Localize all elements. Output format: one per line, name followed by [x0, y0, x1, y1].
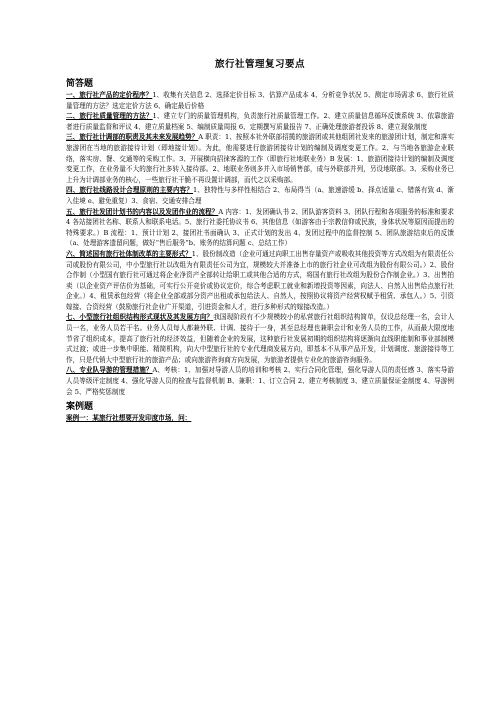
section-heading: 案例题 [66, 402, 94, 413]
document-title: 旅行社管理复习要点 [214, 59, 305, 70]
answer-text: 1、股份制改造（企业可通过向职工出售存量资产或吸收其他投资等方式改组为有限责任公司或股份有限公司，中小型旅行社以改组为有限责任公司为宜，规模较大并准备上市的旅行社企业可改组为股份有限公司。）2、股份合作制（小型国有旅行社可通过将企业净资产全部转让给职工或其他合适的方式，将国有旅行社改组为股份合作制企业。）3、出售拍卖（以企业资产评估价为基础，可实行公开竞价或协议定价，综合考虑职工就业和新增投资等因素，向法人、自然人出售给点旅行社企业。）4、租赁承包经营（将企业全部或部分资产出租或承包给法人、自然人，按照协议将资产经营权赋予租赁、承包人。）5、引资嫁接、合资经营（鼓励旅行社企业广开渠道，引进资金和人才，进行多种形式的嫁接改造。） [66, 249, 454, 311]
question-text: 三、旅行社计调部的职责及其未来发展趋势？ [66, 133, 199, 142]
question-text: 五、旅行社发团计划书的内容以及发团作业的流程？ [66, 207, 219, 216]
question-text: 八、专业队导游的管理措施？ [66, 366, 153, 375]
qa-paragraph [66, 185, 454, 206]
qa-paragraph [66, 249, 454, 313]
document-body [66, 76, 454, 424]
answer-text: 1、收集有关信息 2、选择定价目标 3、估算产品成本 4、分析竞争状况 5、测定市场需求 6、旅行社质量管理的方法？选定定价方法 6、确定最后价格 [66, 91, 454, 110]
section-heading: 简答题 [66, 79, 94, 89]
answer-text: 1、独特性与多样性相结合 2、布局得当（a、旅速游缓 b、择点适量 c、错落有致 d、渐入佳境 e、避免重复）3、食宿、交通安排合理 [66, 186, 455, 205]
answer-text: A 职责：1、按照本社外联部招揽的旅游团或其他组团社发来的旅游团计划，制定和落实旅游团在当地的旅游接待计划（即地接计划）。为此，他需要进行旅游团接待计划的编制及调度变更工作。2、与当地各旅游企业联络，落实房、餐、交通等的采购工作。3、开展横向招徕客源的工作（即旅行社地联业务）B 发展：1、旅游团接待计划的编制及调度变更工作，在业务量不大的旅行社多转入接待部。2、地联业务则多并入市场销售部，成与外联部并列，另设地联部。3、采购业务已上升为计调部业务的核心，一些旅行社干脆不再设置计调部，而代之以采购部。 [66, 133, 455, 184]
question-text: 二、旅行社质量管理的方法？ [66, 112, 153, 121]
qa-paragraph [66, 111, 454, 132]
question-text: 案例一：某旅行社想要开发印度市场，问： [66, 414, 192, 423]
question-text: 七、小型旅行社组织结构形式现状及其发展方向？ [66, 313, 214, 322]
qa-paragraph [66, 413, 454, 424]
answer-text: A 内容：1、发团确认书 2、团队游客资料 3、团队行程和各项服务的标准和要求 4 各站接团社名称、联系人和联系电话。5、旅行社委托协议书 6、其他信息（如游客由于宗教信仰或民族，身体状况等原因而提出的特殊要求。）B 流程：1、预计计划 2、接团社书面确认 3、正式计划的发出 4、发团过程中的监督控制 5、团队旅游结束后的反馈（a、处理游客遗留问题，做好“售后服务”b、账务的结算问题 c、总结工作） [66, 207, 454, 248]
answer-text: 我国现阶段有不少规模较小的私营旅行社组织结构简单，仅设总经理一名，会计人员一名，业务人员若干名。业务人员每人都兼外联、计调、接待于一身，甚至总经理也兼职会计和业务人员的工作，从而最大限度地节省了组织成本，提高了旅行社的经济效益，但随着企业的发展，这种旅行社发展初期的组织结构将逐渐向直线职能制和事业部制模式过渡；或进一步集中职能、精简机构，向大中型旅行社的专业代理商发展方向，即基本不从事产品开发，计划调度、旅游接待等工作，只是代销大中型旅行社的旅游产品；或向旅游咨询商方向发展，为旅游者提供专业化的旅游咨询服务。 [66, 313, 455, 364]
question-text: 六、简述国有旅行社体制改革的主要形式？ [66, 249, 192, 258]
qa-paragraph [66, 207, 454, 249]
answer-text: A、考核：1、加强对导游人员的培训和考核 2、实行合同化管理，强化导游人员的责任感 3、落实导游人员等级评定制度 4、强化导游人员的检查与监督机制 B、兼职：1、订立合同 2、建立考核制度 3、建立质量保证金制度 4、导游例会 5、严格奖惩制度 [66, 366, 454, 396]
answer-text: 1、建立专门的质量管理机构，负责旅行社质量管理工作。2、建立质量信息循环反馈系统 3、依靠旅游者进行质量监督和评议 4、建立质量档案 5、编制质量周报 6、定期撰写质量报告 7、正确处理旅游者投诉 8、建立现象制度 [66, 112, 455, 131]
question-text: 一、旅行社产品的定价程序？ [66, 91, 153, 99]
qa-paragraph [66, 312, 454, 365]
qa-paragraph [66, 365, 454, 397]
qa-paragraph [66, 90, 454, 111]
question-text: 四、旅行社线路设计合理原则的主要内容？ [66, 186, 194, 195]
qa-paragraph [66, 132, 454, 185]
